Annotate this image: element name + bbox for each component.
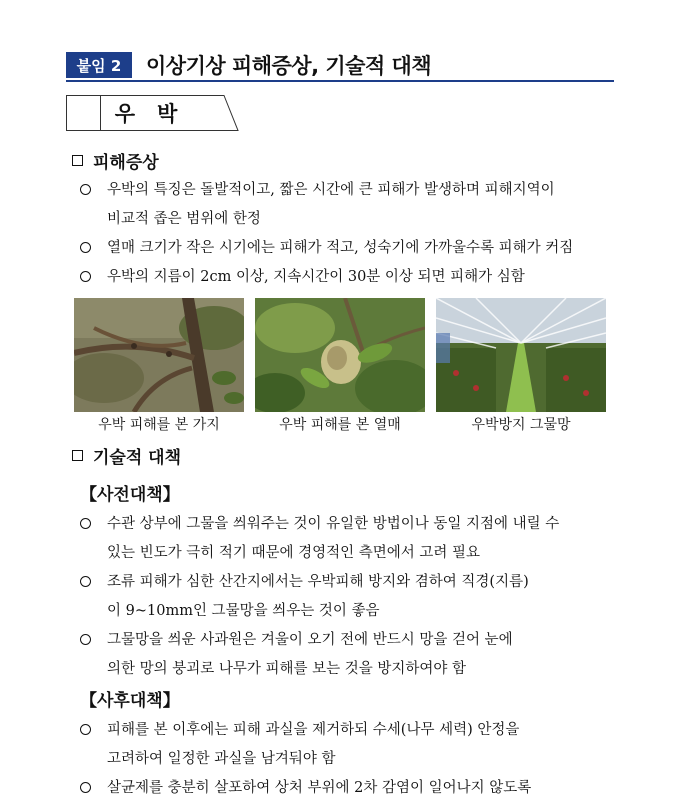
circle-bullet-icon bbox=[80, 782, 91, 793]
photo-caption: 우박방지 그물망 bbox=[471, 417, 571, 433]
square-bullet-icon bbox=[72, 155, 83, 166]
circle-bullet-icon bbox=[80, 576, 91, 587]
bullet-text: 수관 상부에 그물을 씌워주는 것이 유일한 방법이나 동일 지점에 내릴 수 bbox=[107, 516, 560, 532]
bullet-text: 의한 망의 붕괴로 나무가 피해를 보는 것을 방지하여야 함 bbox=[107, 661, 467, 677]
symptoms-heading bbox=[72, 148, 159, 173]
bullet-text: 우박의 지름이 2cm 이상, 지속시간이 30분 이상 되면 피해가 심함 bbox=[107, 269, 525, 285]
bullet-text: 그물망을 씌운 사과원은 겨울이 오기 전에 반드시 망을 걷어 눈에 bbox=[107, 632, 513, 648]
tab-label: 우박 bbox=[114, 102, 200, 126]
bullet-text: 비교적 좁은 범위에 한정 bbox=[107, 211, 261, 227]
bullet-text: 살균제를 충분히 살포하여 상처 부위에 2차 감염이 일어나지 않도록 bbox=[107, 780, 532, 796]
photo-caption: 우박 피해를 본 열매 bbox=[279, 417, 401, 433]
bullet-text: 열매 크기가 작은 시기에는 피해가 적고, 성숙기에 가까울수록 피해가 커짐 bbox=[107, 240, 574, 256]
photo-hail-net bbox=[436, 298, 606, 412]
list-item bbox=[80, 234, 620, 263]
circle-bullet-icon bbox=[80, 271, 91, 282]
list-item bbox=[80, 716, 620, 774]
bullet-text: 있는 빈도가 극히 적기 때문에 경영적인 측면에서 고려 필요 bbox=[107, 545, 481, 561]
photo-damaged-fruit bbox=[255, 298, 425, 412]
symptoms-heading-text: 피해증상 bbox=[93, 153, 159, 173]
bullet-text: 이 9~10mm인 그물망을 씌우는 것이 좋음 bbox=[107, 603, 380, 619]
pre-measures-label: 【사전대책】 bbox=[80, 485, 180, 505]
circle-bullet-icon bbox=[80, 518, 91, 529]
post-measures-label: 【사후대책】 bbox=[80, 691, 180, 711]
measures-heading bbox=[72, 443, 181, 468]
square-bullet-icon bbox=[72, 450, 83, 461]
title-underline bbox=[66, 80, 614, 82]
document-title: 이상기상 피해증상, 기술적 대책 bbox=[146, 54, 432, 78]
measures-heading-text: 기술적 대책 bbox=[93, 448, 182, 468]
list-item bbox=[80, 263, 620, 292]
bullet-text: 고려하여 일정한 과실을 남겨둬야 함 bbox=[107, 751, 336, 767]
bullet-text: 조류 피해가 심한 산간지에서는 우박피해 방지와 겸하여 직경(지름) bbox=[107, 574, 529, 590]
circle-bullet-icon bbox=[80, 242, 91, 253]
list-item bbox=[80, 510, 620, 568]
photo-caption: 우박 피해를 본 가지 bbox=[98, 417, 220, 433]
list-item bbox=[80, 176, 620, 234]
circle-bullet-icon bbox=[80, 634, 91, 645]
bullet-text: 우박의 특징은 돌발적이고, 짧은 시간에 큰 피해가 발생하며 피해지역이 bbox=[107, 182, 555, 198]
list-item bbox=[80, 568, 620, 626]
circle-bullet-icon bbox=[80, 184, 91, 195]
list-item bbox=[80, 774, 620, 803]
bullet-text: 피해를 본 이후에는 피해 과실을 제거하되 수세(나무 세력) 안정을 bbox=[107, 722, 520, 738]
list-item bbox=[80, 626, 620, 684]
circle-bullet-icon bbox=[80, 724, 91, 735]
attachment-badge: 붙임 2 bbox=[66, 52, 132, 78]
section-tab bbox=[66, 95, 246, 131]
photo-damaged-branch bbox=[74, 298, 244, 412]
